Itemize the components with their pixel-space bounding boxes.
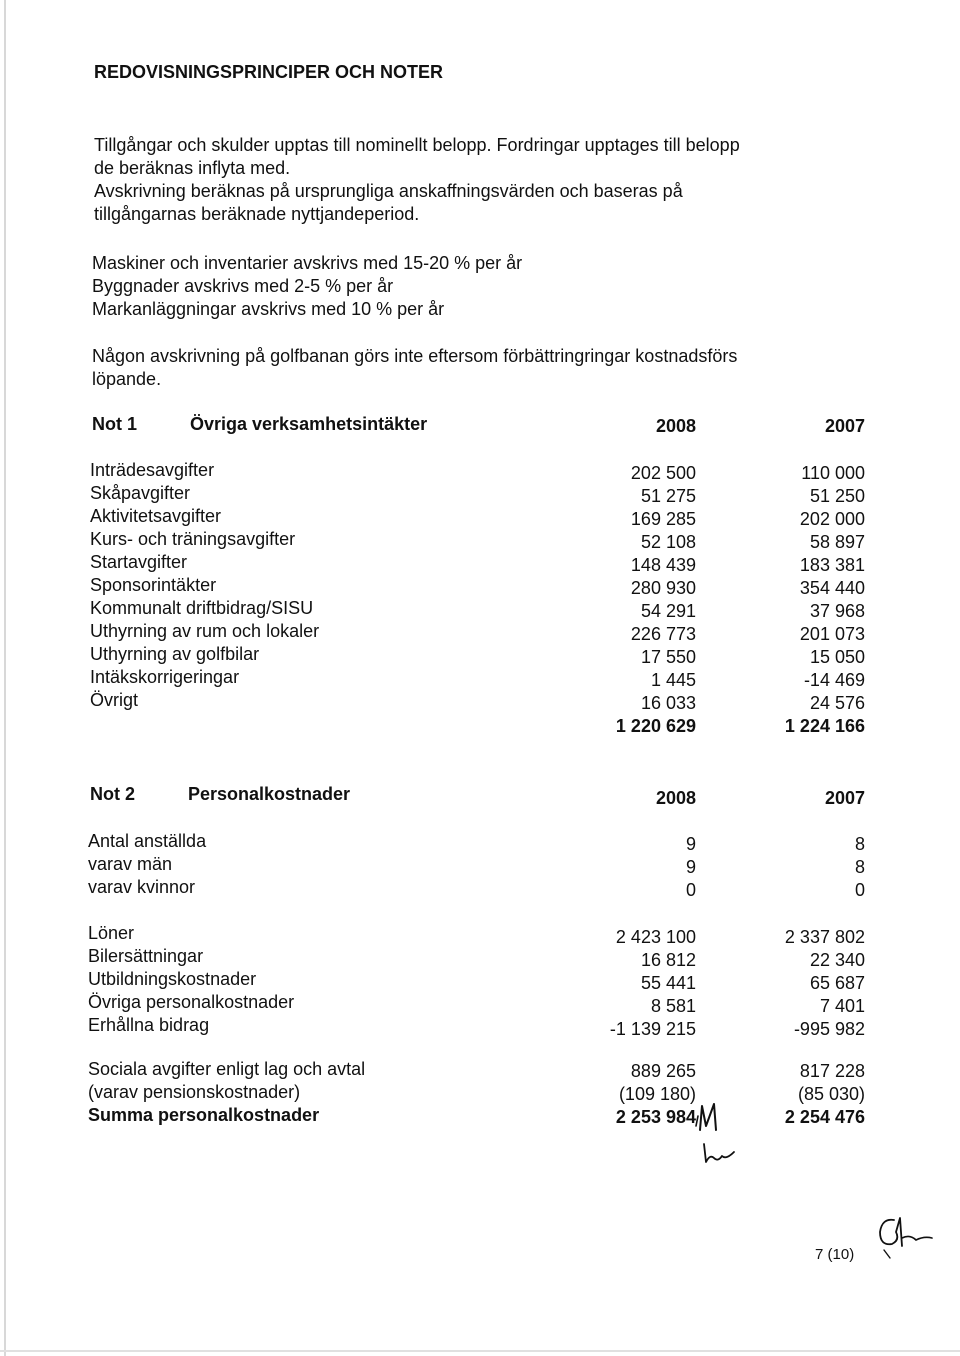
row-label: Erhållna bidrag [88, 1015, 210, 1035]
row-value: 37 968 [809, 601, 865, 621]
row-label: Övriga personalkostnader [88, 992, 295, 1012]
row-value: 8 [854, 834, 865, 854]
row-value: 226 773 [630, 624, 696, 644]
text-line: löpande. [92, 369, 162, 389]
row-value: 0 [854, 880, 865, 900]
row-value: -1 139 215 [609, 1019, 696, 1039]
note2-social-2008 [570, 1060, 696, 1129]
row-label: varav kvinnor [88, 877, 196, 897]
row-value: 52 108 [640, 532, 696, 552]
note1-values-2008 [596, 462, 696, 738]
intro-paragraph-2 [92, 252, 522, 321]
row-value: 183 381 [799, 555, 865, 575]
row-value: 16 812 [640, 950, 696, 970]
row-value: 55 441 [640, 973, 696, 993]
note2-total-2008: 2 253 984 [615, 1107, 696, 1127]
row-value: 16 033 [640, 693, 696, 713]
text-line: Avskrivning beräknas på ursprungliga anskaffningsvärden och baseras på [94, 181, 683, 201]
text-line: Byggnader avskrivs med 2-5 % per år [92, 276, 394, 296]
row-label: Sponsorintäkter [90, 575, 217, 595]
text-line: tillgångarnas beräknade nyttjandeperiod. [94, 204, 420, 224]
intro-paragraph-3 [92, 345, 737, 391]
note2-staff-2008 [596, 833, 696, 902]
scan-edge-left [4, 0, 6, 1356]
note1-number: Not 1 [92, 414, 137, 434]
row-value: 817 228 [799, 1061, 865, 1081]
note1-total-2007: 1 224 166 [784, 716, 865, 736]
row-label: varav män [88, 854, 173, 874]
row-value: 8 [854, 857, 865, 877]
note2-staff-labels [88, 830, 206, 899]
row-value: 24 576 [809, 693, 865, 713]
note1-labels [90, 459, 319, 712]
row-value: -995 982 [793, 1019, 865, 1039]
row-label: Utbildningskostnader [88, 969, 257, 989]
row-value: 169 285 [630, 509, 696, 529]
row-value: 8 581 [650, 996, 696, 1016]
note2-year-2007: 2007 [824, 788, 865, 808]
row-label: (varav pensionskostnader) [88, 1082, 301, 1102]
row-value: -14 469 [803, 670, 865, 690]
row-label: Sociala avgifter enligt lag och avtal [88, 1059, 366, 1079]
row-value: (109 180) [618, 1084, 696, 1104]
row-value: 201 073 [799, 624, 865, 644]
note1-year-2008: 2008 [655, 416, 696, 436]
row-value: 202 500 [630, 463, 696, 483]
row-value: 7 401 [819, 996, 865, 1016]
row-value: 2 423 100 [615, 927, 696, 947]
row-label: Löner [88, 923, 135, 943]
note2-costs-2007 [740, 926, 865, 1041]
row-value: 0 [685, 880, 696, 900]
text-line: Markanläggningar avskrivs med 10 % per år [92, 299, 445, 319]
row-label: Inträdesavgifter [90, 460, 215, 480]
row-label: Övrigt [90, 690, 139, 710]
note2-year-2008: 2008 [655, 788, 696, 808]
row-value: 22 340 [809, 950, 865, 970]
row-value: 9 [685, 834, 696, 854]
note1-title: Övriga verksamhetsintäkter [190, 414, 428, 434]
note1-year-2007: 2007 [824, 416, 865, 436]
row-value: 15 050 [809, 647, 865, 667]
intro-paragraph-1 [94, 134, 740, 226]
row-value: 148 439 [630, 555, 696, 575]
row-value: 202 000 [799, 509, 865, 529]
row-label: Kommunalt driftbidrag/SISU [90, 598, 314, 618]
note2-total-2007: 2 254 476 [784, 1107, 865, 1127]
row-value: 17 550 [640, 647, 696, 667]
note1-total-2008: 1 220 629 [615, 716, 696, 736]
row-value: 110 000 [801, 463, 865, 483]
text-line: de beräknas inflyta med. [94, 158, 291, 178]
row-value: 51 250 [809, 486, 865, 506]
row-value: 58 897 [809, 532, 865, 552]
row-value: 1 445 [650, 670, 696, 690]
row-label: Aktivitetsavgifter [90, 506, 222, 526]
row-value: 51 275 [640, 486, 696, 506]
row-value: 280 930 [630, 578, 696, 598]
row-label: Uthyrning av golfbilar [90, 644, 260, 664]
handwritten-page-initials [870, 1210, 940, 1266]
note2-staff-2007 [740, 833, 865, 902]
row-value: 889 265 [630, 1061, 696, 1081]
page-heading: REDOVISNINGSPRINCIPER OCH NOTER [94, 62, 444, 82]
note2-number: Not 2 [90, 784, 135, 804]
row-value: 54 291 [640, 601, 696, 621]
scan-edge-bottom [0, 1350, 960, 1352]
note2-cost-labels [88, 922, 294, 1037]
text-line: Maskiner och inventarier avskrivs med 15-20 % per år [92, 253, 523, 273]
note1-values-2007 [740, 462, 865, 738]
row-label: Bilersättningar [88, 946, 204, 966]
note2-total-label: Summa personalkostnader [88, 1105, 320, 1125]
note2-costs-2008 [570, 926, 696, 1041]
handwritten-initials-signature [694, 1096, 764, 1168]
note2-title: Personalkostnader [188, 784, 351, 804]
row-value: 9 [685, 857, 696, 877]
row-value: (85 030) [797, 1084, 865, 1104]
row-value: 65 687 [809, 973, 865, 993]
page-number: 7 (10) [815, 1246, 855, 1263]
row-label: Antal anställda [88, 831, 207, 851]
text-line: Någon avskrivning på golfbanan görs inte eftersom förbättringringar kostnadsförs [92, 346, 738, 366]
row-label: Startavgifter [90, 552, 188, 572]
note2-social-labels [88, 1058, 365, 1127]
row-value: 2 337 802 [784, 927, 865, 947]
row-label: Kurs- och träningsavgifter [90, 529, 296, 549]
row-label: Uthyrning av rum och lokaler [90, 621, 320, 641]
row-label: Skåpavgifter [90, 483, 191, 503]
text-line: Tillgångar och skulder upptas till nominellt belopp. Fordringar upptages till belopp [94, 135, 740, 155]
row-label: Intäkskorrigeringar [90, 667, 240, 687]
row-value: 354 440 [799, 578, 865, 598]
